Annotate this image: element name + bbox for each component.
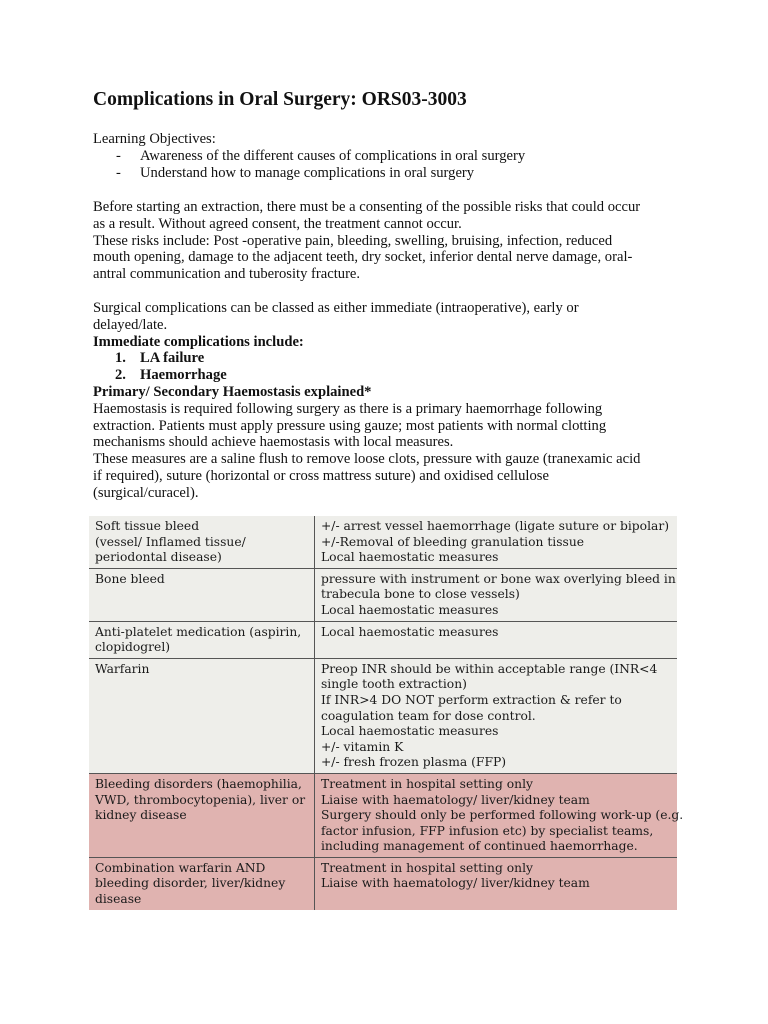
management-cell — [315, 773, 684, 857]
condition-cell — [89, 773, 315, 857]
immediate-item: 1. LA failure — [115, 350, 205, 367]
immediate-item: 2. Haemorrhage — [115, 367, 227, 384]
management-line: Liaise with haematology/ liver/kidney team — [321, 792, 590, 807]
management-cell — [315, 516, 678, 568]
management-line: Local haemostatic measures — [321, 550, 499, 565]
paragraph-line: mechanisms should achieve haemostasis with local measures. — [93, 434, 454, 451]
management-line: +/-Removal of bleeding granulation tissue — [321, 534, 585, 549]
management-cell — [315, 568, 678, 621]
condition-cell — [89, 658, 315, 773]
table-row — [89, 516, 677, 568]
condition-line: kidney disease — [95, 808, 187, 823]
immediate-item-label: Haemorrhage — [140, 367, 227, 384]
learning-objectives — [93, 131, 683, 181]
management-cell — [315, 621, 678, 658]
objective-item: - Awareness of the different causes of complications in oral surgery — [93, 148, 683, 165]
management-line: Surgery should only be performed following work-up (e.g. — [321, 808, 684, 823]
objectives-heading: Learning Objectives: — [93, 131, 216, 147]
management-line: pressure with instrument or bone wax overlying bleed in — [321, 571, 676, 586]
paragraph-line: (surgical/curacel). — [93, 484, 199, 501]
table-row — [89, 621, 677, 658]
management-line: Local haemostatic measures — [321, 624, 499, 639]
table-row — [89, 773, 677, 857]
management-line: trabecula bone to close vessels) — [321, 587, 520, 602]
paragraph-line: mouth opening, damage to the adjacent teeth, dry socket, inferior dental nerve damage, oral- — [93, 249, 633, 266]
table-row — [89, 568, 677, 621]
consent-paragraph — [93, 199, 683, 283]
condition-line: (vessel/ Inflamed tissue/ — [95, 534, 246, 549]
condition-cell — [89, 516, 315, 568]
paragraph-line: as a result. Without agreed consent, the treatment cannot occur. — [93, 215, 462, 232]
objective-text: Awareness of the different causes of complications in oral surgery — [140, 147, 526, 164]
management-line: Treatment in hospital setting only — [321, 776, 533, 791]
classification-paragraph — [93, 300, 683, 502]
management-line: factor infusion, FFP infusion etc) by specialist teams, — [321, 823, 654, 838]
management-line: If INR>4 DO NOT perform extraction & refer to — [321, 692, 622, 707]
immediate-heading: Immediate complications include: — [93, 333, 304, 350]
management-line: Treatment in hospital setting only — [321, 860, 533, 875]
condition-line: disease — [95, 892, 142, 907]
condition-line: Warfarin — [95, 661, 150, 676]
management-line: +/- arrest vessel haemorrhage (ligate suture or bipolar) — [321, 519, 670, 533]
paragraph-line: These measures are a saline flush to remove loose clots, pressure with gauze (tranexamic acid — [93, 451, 641, 468]
paragraph-line: if required), suture (horizontal or cross mattress suture) and oxidised cellulose — [93, 467, 549, 484]
condition-cell — [89, 857, 315, 909]
paragraph-line: antral communication and tuberosity fracture. — [93, 266, 361, 283]
management-line: Local haemostatic measures — [321, 602, 499, 617]
paragraph-line: Before starting an extraction, there must be a consenting of the possible risks that could occur — [93, 199, 641, 215]
condition-cell — [89, 621, 315, 658]
management-line: +/- vitamin K — [321, 739, 404, 754]
management-line: single tooth extraction) — [321, 677, 467, 692]
haemostasis-heading: Primary/ Secondary Haemostasis explained* — [93, 383, 372, 400]
haemorrhage-management-table — [89, 516, 684, 910]
condition-line: clopidogrel) — [95, 640, 171, 655]
table-row — [89, 658, 677, 773]
management-line: +/- fresh frozen plasma (FFP) — [321, 755, 507, 770]
condition-line: Combination warfarin AND — [95, 860, 266, 875]
condition-line: VWD, thrombocytopenia), liver or — [95, 792, 306, 807]
management-line: including management of continued haemorrhage. — [321, 839, 638, 854]
condition-line: Bone bleed — [95, 571, 165, 586]
paragraph-line: extraction. Patients must apply pressure using gauze; most patients with normal clotting — [93, 417, 607, 434]
condition-line: Anti-platelet medication (aspirin, — [95, 624, 302, 639]
management-cell — [315, 857, 678, 909]
management-cell — [315, 658, 678, 773]
condition-line: periodontal disease) — [95, 550, 222, 565]
condition-cell — [89, 568, 315, 621]
management-line: Preop INR should be within acceptable range (INR<4 — [321, 661, 658, 676]
condition-line: bleeding disorder, liver/kidney — [95, 876, 286, 891]
page-title: Complications in Oral Surgery: ORS03-3003 — [93, 89, 467, 110]
paragraph-line: Surgical complications can be classed as either immediate (intraoperative), early or — [93, 300, 579, 316]
table-row — [89, 857, 677, 909]
paragraph-line: These risks include: Post -operative pain, bleeding, swelling, bruising, infection, reduced — [93, 232, 613, 249]
immediate-item-label: LA failure — [140, 350, 205, 367]
condition-line: Soft tissue bleed — [95, 519, 200, 533]
condition-line: Bleeding disorders (haemophilia, — [95, 776, 302, 791]
management-line: Liaise with haematology/ liver/kidney team — [321, 876, 590, 891]
objective-item: - Understand how to manage complications in oral surgery — [93, 165, 683, 182]
paragraph-line: delayed/late. — [93, 316, 168, 333]
management-line: coagulation team for dose control. — [321, 708, 536, 723]
objective-text: Understand how to manage complications in oral surgery — [140, 164, 475, 181]
management-line: Local haemostatic measures — [321, 724, 499, 739]
paragraph-line: Haemostasis is required following surgery as there is a primary haemorrhage following — [93, 400, 603, 417]
